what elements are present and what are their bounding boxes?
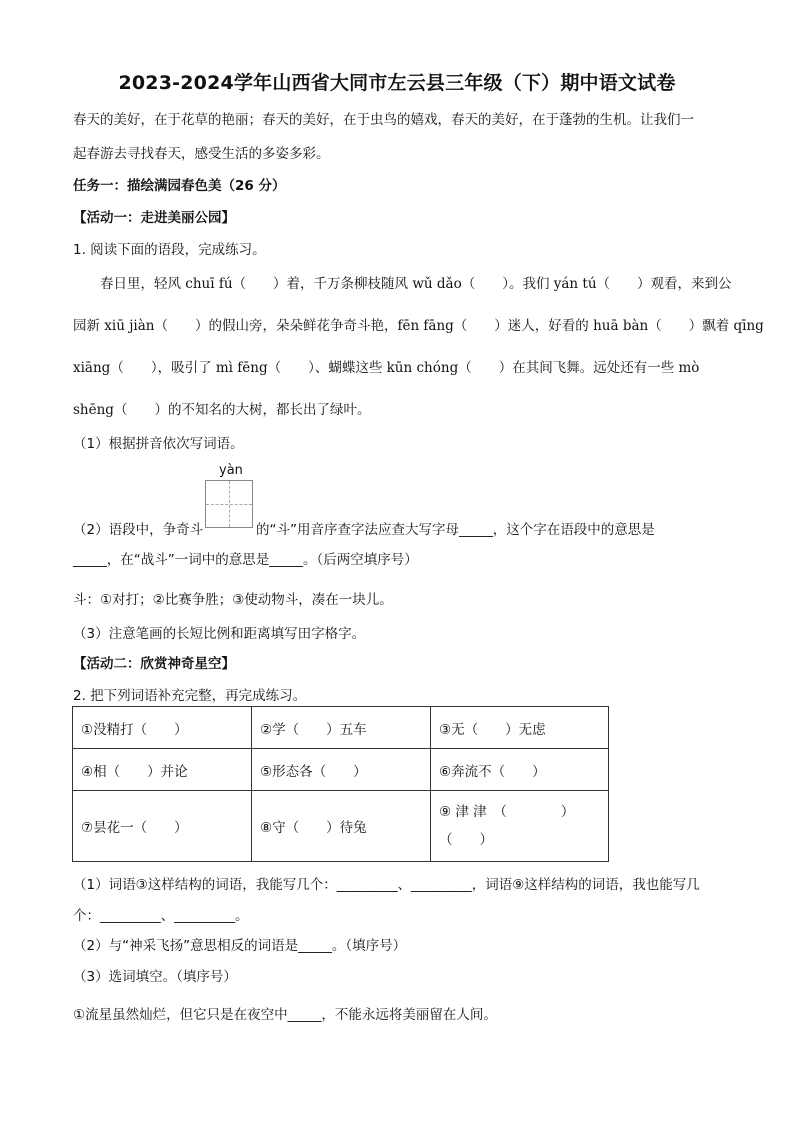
passage-line-2: 园新 xiū jiàn（ ）的假山旁，朵朵鲜花争奇斗艳，fēn fāng（ ）迷人，好看的 huā bàn（ ）飘着 qīng bbox=[73, 318, 764, 334]
passage-line-3: xiāng（ ），吸引了 mì fēng（ ）、蝴蝶这些 kūn chóng（ ）在其间飞舞。远处还有一些 mò bbox=[73, 360, 700, 376]
question-1-sub-2-line-2: _____，在“战斗”一词中的意思是_____。（后两空填序号） bbox=[73, 552, 418, 568]
page-title: 2023-2024学年山西省大同市左云县三年级（下）期中语文试卷 bbox=[118, 72, 676, 94]
dou-definition: 斗：①对打；②比赛争胜；③使动物斗，凑在一块儿。 bbox=[73, 592, 393, 608]
word-cell[interactable]: ⑧守（ ）待兔 bbox=[252, 791, 431, 862]
table-row bbox=[73, 707, 609, 749]
question-1-sub-2-end: 的“斗”用音序查字法应查大写字母_____，这个字在语段中的意思是 bbox=[256, 522, 655, 538]
table-row bbox=[73, 749, 609, 791]
word-cell[interactable]: ②学（ ）五车 bbox=[252, 707, 431, 749]
question-1-sub-1: （1）根据拼音依次写词语。 bbox=[73, 436, 244, 452]
question-2-sub-3-item-1: ①流星虽然灿烂，但它只是在夜空中_____，不能永远将美丽留在人间。 bbox=[73, 1007, 497, 1023]
pinyin-label: yàn bbox=[219, 463, 243, 478]
intro-line-1: 春天的美好，在于花草的艳丽；春天的美好，在于虫鸟的嬉戏，春天的美好，在于蓬勃的生机。让我们一 bbox=[73, 112, 694, 128]
tianzige-box[interactable] bbox=[205, 480, 253, 528]
question-1-sub-3: （3）注意笔画的长短比例和距离填写田字格字。 bbox=[73, 626, 366, 642]
task-heading: 任务一：描绘满园春色美（26 分） bbox=[73, 178, 286, 194]
word-cell[interactable]: ⑦昙花一（ ） bbox=[73, 791, 252, 862]
passage-line-1: 春日里，轻风 chuī fú（ ）着，千万条柳枝随风 wǔ dǎo（ ）。我们 yán tú（ ）观看，来到公 bbox=[100, 276, 732, 292]
question-2-sub-1-line-1: （1）词语③这样结构的词语，我能写几个：_________、_________，词语⑨这样结构的词语，我也能写几 bbox=[73, 877, 700, 893]
question-1-stem: 1. 阅读下面的语段，完成练习。 bbox=[73, 242, 266, 258]
word-completion-table bbox=[72, 706, 609, 862]
question-2-stem: 2. 把下列词语补充完整，再完成练习。 bbox=[73, 688, 307, 704]
activity-2-heading: 【活动二：欣赏神奇星空】 bbox=[73, 656, 235, 672]
word-cell[interactable]: ③无（ ）无虑 bbox=[431, 707, 609, 749]
tianzige-vertical-guide bbox=[229, 481, 230, 527]
question-1-sub-2-start: （2）语段中，争奇斗 bbox=[73, 522, 204, 538]
intro-line-2: 起春游去寻找春天，感受生活的多姿多彩。 bbox=[73, 146, 330, 162]
word-cell[interactable]: ⑨ 津 津 （ ） （ ） bbox=[431, 791, 609, 862]
question-2-sub-1-line-2: 个：_________、_________。 bbox=[73, 908, 249, 924]
question-2-sub-2: （2）与“神采飞扬”意思相反的词语是_____。（填序号） bbox=[73, 938, 407, 954]
activity-1-heading: 【活动一：走进美丽公园】 bbox=[73, 210, 235, 226]
question-2-sub-3: （3）选词填空。（填序号） bbox=[73, 969, 237, 985]
passage-line-4: shēng（ ）的不知名的大树，都长出了绿叶。 bbox=[73, 402, 371, 418]
word-cell[interactable]: ①没精打（ ） bbox=[73, 707, 252, 749]
word-cell[interactable]: ⑥奔流不（ ） bbox=[431, 749, 609, 791]
word-cell[interactable]: ④相（ ）并论 bbox=[73, 749, 252, 791]
table-row bbox=[73, 791, 609, 862]
word-cell[interactable]: ⑤形态各（ ） bbox=[252, 749, 431, 791]
